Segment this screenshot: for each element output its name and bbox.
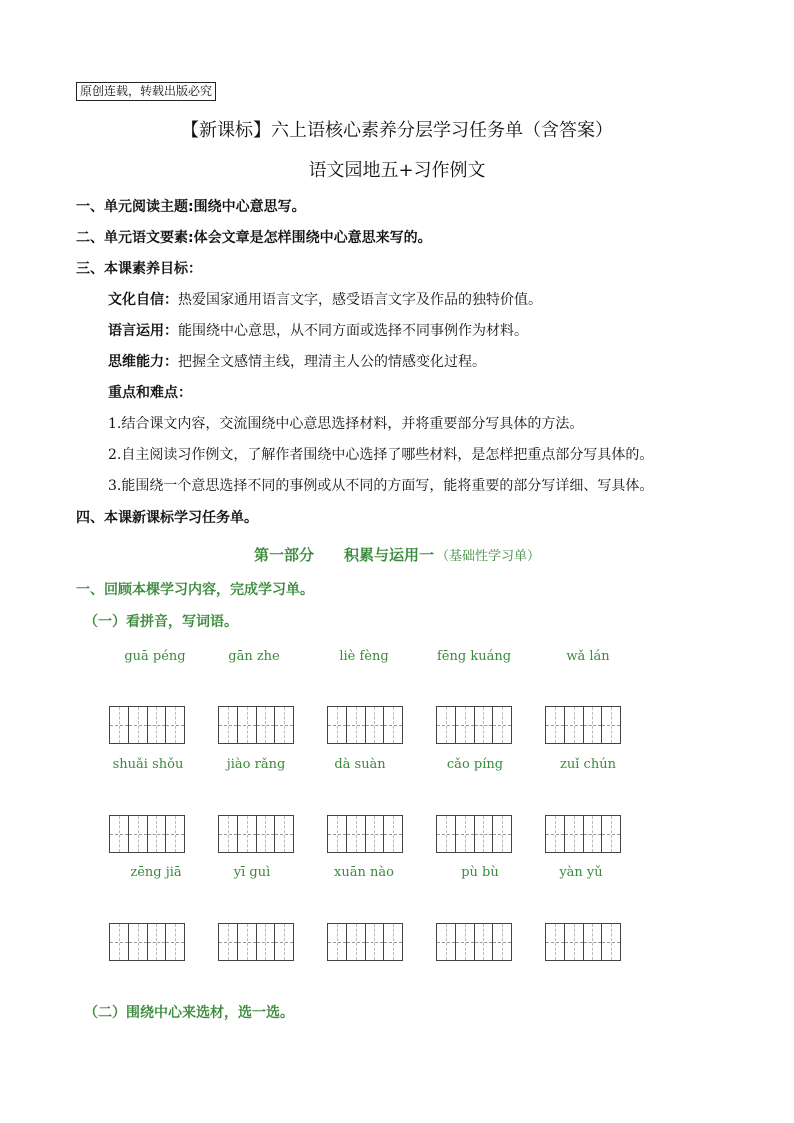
key-points-heading: 重点和难点： xyxy=(108,385,192,401)
goal-label: 语言运用： xyxy=(108,323,178,339)
writing-grid[interactable] xyxy=(109,706,185,744)
writing-grid[interactable] xyxy=(218,706,294,744)
writing-grid[interactable] xyxy=(436,706,512,744)
writing-grid[interactable] xyxy=(545,815,621,853)
pinyin-label: pù bù xyxy=(461,865,499,880)
writing-grid[interactable] xyxy=(109,923,185,961)
goal-thinking xyxy=(108,351,486,373)
document-subtitle: 语文园地五+习作例文 xyxy=(308,160,486,181)
pinyin-label: shuǎi shǒu xyxy=(112,757,184,772)
goal-text: 把握全文感情主线，理清主人公的情感变化过程。 xyxy=(178,354,486,370)
document-title: 【新课标】六上语核心素养分层学习任务单（含答案） xyxy=(181,120,613,141)
writing-grid[interactable] xyxy=(218,815,294,853)
pinyin-label: guā péng xyxy=(124,649,186,664)
pinyin-label: zuǐ chún xyxy=(560,757,616,772)
writing-grid[interactable] xyxy=(545,923,621,961)
pinyin-label: yī guì xyxy=(233,865,271,880)
goal-language xyxy=(108,320,528,342)
writing-grid[interactable] xyxy=(545,706,621,744)
goal-culture xyxy=(108,289,542,311)
pinyin-label: dà suàn xyxy=(334,757,386,772)
goal-text: 热爱国家通用语言文字，感受语言文字及作品的独特价值。 xyxy=(178,292,542,308)
writing-grid[interactable] xyxy=(218,923,294,961)
writing-grid[interactable] xyxy=(436,815,512,853)
pinyin-label: gān zhe xyxy=(228,649,280,664)
writing-grid[interactable] xyxy=(327,706,403,744)
section-task-list-heading: 四、本课新课标学习任务单。 xyxy=(76,510,258,526)
section-reading-theme: 一、单元阅读主题:围绕中心意思写。 xyxy=(76,199,306,215)
writing-grid[interactable] xyxy=(109,815,185,853)
part-title-main: 第一部分 积累与运用一 xyxy=(253,546,434,564)
key-point-item: 3.能围绕一个意思选择不同的事例或从不同的方面写，能将重要的部分写详细、写具体。 xyxy=(108,478,654,494)
part-title-sub: （基础性学习单） xyxy=(436,549,541,564)
pinyin-label: yàn yǔ xyxy=(559,865,603,880)
pinyin-label: fēng kuáng xyxy=(436,649,512,664)
part-title xyxy=(0,543,794,569)
pinyin-label: liè fèng xyxy=(339,649,389,664)
writing-grid[interactable] xyxy=(327,815,403,853)
copyright-notice: 原创连载，转载出版必究 xyxy=(76,82,216,101)
section-goals-heading: 三、本课素养目标： xyxy=(76,261,202,277)
key-point-item: 1.结合课文内容，交流围绕中心意思选择材料，并将重要部分写具体的方法。 xyxy=(108,416,584,432)
pinyin-label: zēng jiā xyxy=(130,865,182,880)
pinyin-label: jiào rǎng xyxy=(226,757,286,772)
section-language-element: 二、单元语文要素:体会文章是怎样围绕中心意思来写的。 xyxy=(76,230,432,246)
task-review-heading: 一、回顾本棵学习内容，完成学习单。 xyxy=(76,582,314,598)
pinyin-label: wǎ lán xyxy=(566,649,610,664)
goal-label: 思维能力： xyxy=(108,354,178,370)
goal-text: 能围绕中心意思，从不同方面或选择不同事例作为材料。 xyxy=(178,323,528,339)
goal-label: 文化自信： xyxy=(108,292,178,308)
writing-grid[interactable] xyxy=(436,923,512,961)
writing-grid[interactable] xyxy=(327,923,403,961)
task-pinyin-heading: （一）看拼音，写词语。 xyxy=(84,614,238,630)
pinyin-label: cǎo píng xyxy=(446,757,504,772)
pinyin-label: xuān nào xyxy=(334,865,394,880)
key-point-item: 2.自主阅读习作例文，了解作者围绕中心选择了哪些材料，是怎样把重点部分写具体的。 xyxy=(108,447,654,463)
task-material-heading: （二）围绕中心来选材，选一选。 xyxy=(84,1005,294,1021)
